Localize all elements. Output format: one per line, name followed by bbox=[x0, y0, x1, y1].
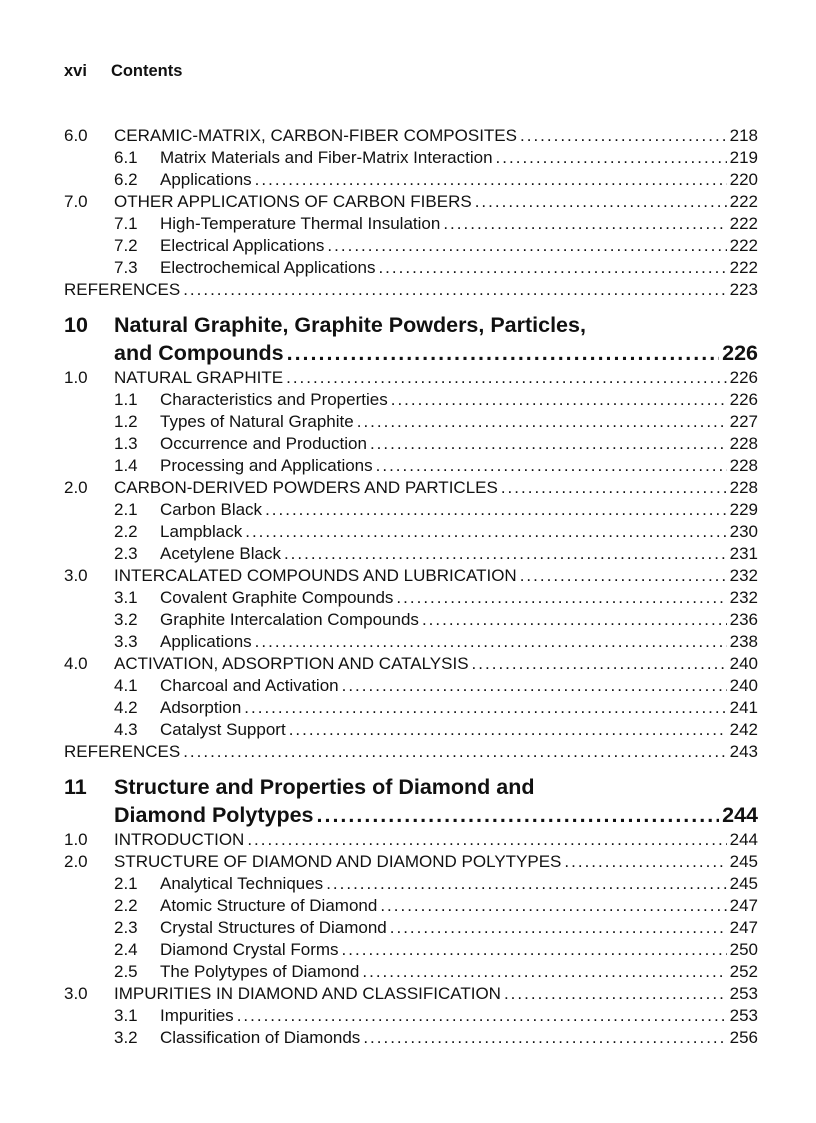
chapter-page-ref: 226 bbox=[722, 341, 758, 365]
chapter-title-cont: Diamond Polytypes bbox=[114, 803, 314, 827]
section-title: Classification of Diamonds bbox=[160, 1028, 361, 1047]
page-ref: 226 bbox=[729, 368, 758, 387]
section-title: Analytical Techniques bbox=[160, 874, 324, 893]
toc-entry[interactable] bbox=[64, 191, 758, 213]
toc-entry[interactable] bbox=[64, 653, 758, 675]
dot-leader bbox=[357, 411, 727, 433]
toc-entry[interactable] bbox=[64, 543, 758, 565]
page-ref: 240 bbox=[729, 654, 758, 673]
chapter-title: Natural Graphite, Graphite Powders, Particles, bbox=[114, 313, 586, 337]
chapter-heading-cont[interactable] bbox=[64, 801, 758, 829]
page-ref: 247 bbox=[729, 896, 758, 915]
section-number: 1.1 bbox=[114, 390, 138, 409]
dot-leader bbox=[255, 631, 727, 653]
section-title: Graphite Intercalation Compounds bbox=[160, 610, 419, 629]
section-number: 1.3 bbox=[114, 434, 138, 453]
page-ref: 244 bbox=[729, 830, 758, 849]
page-ref: 218 bbox=[729, 126, 758, 145]
toc-entry[interactable] bbox=[64, 983, 758, 1005]
dot-leader bbox=[265, 499, 727, 521]
page-ref: 228 bbox=[729, 434, 758, 453]
section-number: 2.2 bbox=[114, 896, 138, 915]
table-of-contents bbox=[64, 125, 758, 1049]
section-title: CARBON-DERIVED POWDERS AND PARTICLES bbox=[114, 478, 498, 497]
section-number: 1.0 bbox=[64, 368, 88, 387]
toc-entry[interactable] bbox=[64, 235, 758, 257]
dot-leader bbox=[245, 521, 726, 543]
page-ref: 228 bbox=[729, 478, 758, 497]
page-ref: 223 bbox=[729, 280, 758, 299]
toc-entry[interactable] bbox=[64, 169, 758, 191]
dot-leader bbox=[422, 609, 727, 631]
section-title: IMPURITIES IN DIAMOND AND CLASSIFICATION bbox=[114, 984, 501, 1003]
section-title: Occurrence and Production bbox=[160, 434, 367, 453]
page-ref: 228 bbox=[729, 456, 758, 475]
section-title: Atomic Structure of Diamond bbox=[160, 896, 378, 915]
section-number: 2.1 bbox=[114, 874, 138, 893]
dot-leader bbox=[501, 477, 727, 499]
section-number: 7.1 bbox=[114, 214, 138, 233]
running-header bbox=[64, 62, 182, 81]
dot-leader bbox=[342, 675, 727, 697]
section-number: 3.1 bbox=[114, 588, 138, 607]
section-number: 1.4 bbox=[114, 456, 138, 475]
section-title: Carbon Black bbox=[160, 500, 263, 519]
toc-entry[interactable] bbox=[64, 477, 758, 499]
dot-leader bbox=[520, 125, 727, 147]
dot-leader bbox=[284, 543, 727, 565]
chapter-heading[interactable] bbox=[64, 311, 758, 339]
dot-leader bbox=[391, 389, 727, 411]
chapter-heading-cont[interactable] bbox=[64, 339, 758, 367]
section-title: High-Temperature Thermal Insulation bbox=[160, 214, 441, 233]
dot-leader bbox=[363, 1027, 726, 1049]
dot-leader bbox=[390, 917, 727, 939]
section-title: ACTIVATION, ADSORPTION AND CATALYSIS bbox=[114, 654, 469, 673]
section-number: 4.0 bbox=[64, 654, 88, 673]
dot-leader bbox=[378, 257, 726, 279]
page-ref: 230 bbox=[729, 522, 758, 541]
toc-entry[interactable] bbox=[64, 851, 758, 873]
chapter-heading[interactable] bbox=[64, 773, 758, 801]
toc-entry[interactable] bbox=[64, 675, 758, 697]
section-title: REFERENCES bbox=[64, 280, 181, 299]
section-title: Crystal Structures of Diamond bbox=[160, 918, 387, 937]
dot-leader bbox=[247, 829, 726, 851]
dot-leader bbox=[472, 653, 727, 675]
section-number: 2.0 bbox=[64, 852, 88, 871]
toc-entry[interactable] bbox=[64, 829, 758, 851]
section-title: The Polytypes of Diamond bbox=[160, 962, 360, 981]
toc-entry[interactable] bbox=[64, 565, 758, 587]
dot-leader bbox=[475, 191, 727, 213]
section-number: 7.2 bbox=[114, 236, 138, 255]
dot-leader bbox=[342, 939, 727, 961]
page-ref: 245 bbox=[729, 874, 758, 893]
page-ref: 242 bbox=[729, 720, 758, 739]
toc-entry[interactable] bbox=[64, 631, 758, 653]
section-title: Diamond Crystal Forms bbox=[160, 940, 339, 959]
page-ref: 247 bbox=[729, 918, 758, 937]
section-number: 7.3 bbox=[114, 258, 138, 277]
page-ref: 222 bbox=[729, 214, 758, 233]
toc-entry[interactable] bbox=[64, 147, 758, 169]
section-number: 3.0 bbox=[64, 566, 88, 585]
chapter-title-cont: and Compounds bbox=[114, 341, 284, 365]
page-ref: 256 bbox=[729, 1028, 758, 1047]
page-ref: 241 bbox=[729, 698, 758, 717]
page-ref: 253 bbox=[729, 984, 758, 1003]
section-number: 6.2 bbox=[114, 170, 138, 189]
dot-leader bbox=[286, 367, 727, 389]
dot-leader bbox=[326, 873, 726, 895]
section-title: Lampblack bbox=[160, 522, 243, 541]
page-ref: 229 bbox=[729, 500, 758, 519]
toc-entry[interactable] bbox=[64, 609, 758, 631]
page-ref: 222 bbox=[729, 236, 758, 255]
dot-leader bbox=[244, 697, 726, 719]
toc-entry[interactable] bbox=[64, 125, 758, 147]
page-ref: 232 bbox=[729, 566, 758, 585]
page-ref: 245 bbox=[729, 852, 758, 871]
page-ref: 227 bbox=[729, 412, 758, 431]
section-number: 3.0 bbox=[64, 984, 88, 1003]
dot-leader bbox=[496, 147, 727, 169]
dot-leader bbox=[237, 1005, 727, 1027]
section-number: 4.1 bbox=[114, 676, 138, 695]
section-title: Impurities bbox=[160, 1006, 234, 1025]
dot-leader bbox=[520, 565, 727, 587]
section-title: INTERCALATED COMPOUNDS AND LUBRICATION bbox=[114, 566, 517, 585]
toc-entry[interactable] bbox=[64, 741, 758, 763]
page-ref: 252 bbox=[729, 962, 758, 981]
toc-entry[interactable] bbox=[64, 411, 758, 433]
section-number: 3.2 bbox=[114, 610, 138, 629]
running-title: Contents bbox=[110, 62, 183, 80]
chapter-number: 11 bbox=[64, 775, 87, 799]
dot-leader bbox=[396, 587, 726, 609]
toc-entry[interactable] bbox=[64, 873, 758, 895]
page-ref: 240 bbox=[729, 676, 758, 695]
dot-leader bbox=[289, 719, 727, 741]
toc-entry[interactable] bbox=[64, 521, 758, 543]
dot-leader bbox=[317, 801, 720, 829]
page-ref: 220 bbox=[729, 170, 758, 189]
toc-entry[interactable] bbox=[64, 213, 758, 235]
section-title: REFERENCES bbox=[64, 742, 181, 761]
page-ref: 250 bbox=[729, 940, 758, 959]
toc-entry[interactable] bbox=[64, 257, 758, 279]
page-ref: 238 bbox=[729, 632, 758, 651]
page-number: xvi bbox=[64, 62, 87, 80]
section-title: Catalyst Support bbox=[160, 720, 286, 739]
section-title: Electrical Applications bbox=[160, 236, 325, 255]
toc-entry[interactable] bbox=[64, 433, 758, 455]
page-ref: 243 bbox=[729, 742, 758, 761]
dot-leader bbox=[370, 433, 727, 455]
section-number: 2.3 bbox=[114, 918, 138, 937]
section-title: Adsorption bbox=[160, 698, 242, 717]
toc-entry[interactable] bbox=[64, 499, 758, 521]
section-number: 3.1 bbox=[114, 1006, 138, 1025]
section-number: 6.1 bbox=[114, 148, 138, 167]
toc-entry[interactable] bbox=[64, 367, 758, 389]
section-number: 4.3 bbox=[114, 720, 138, 739]
toc-entry[interactable] bbox=[64, 697, 758, 719]
toc-entry[interactable] bbox=[64, 389, 758, 411]
page-ref: 226 bbox=[729, 390, 758, 409]
page-ref: 219 bbox=[729, 148, 758, 167]
section-title: Charcoal and Activation bbox=[160, 676, 339, 695]
section-title: Covalent Graphite Compounds bbox=[160, 588, 394, 607]
page-ref: 231 bbox=[729, 544, 758, 563]
section-number: 4.2 bbox=[114, 698, 138, 717]
section-number: 2.2 bbox=[114, 522, 138, 541]
section-title: Characteristics and Properties bbox=[160, 390, 388, 409]
section-title: Acetylene Black bbox=[160, 544, 281, 563]
section-number: 2.3 bbox=[114, 544, 138, 563]
dot-leader bbox=[376, 455, 727, 477]
chapter-block bbox=[64, 773, 758, 1049]
section-number: 3.3 bbox=[114, 632, 138, 651]
chapter-title: Structure and Properties of Diamond and bbox=[114, 775, 535, 799]
toc-entry[interactable] bbox=[64, 939, 758, 961]
chapter-page-ref: 244 bbox=[722, 803, 758, 827]
page-ref: 236 bbox=[729, 610, 758, 629]
section-number: 2.5 bbox=[114, 962, 138, 981]
section-number: 2.4 bbox=[114, 940, 138, 959]
dot-leader bbox=[362, 961, 726, 983]
dot-leader bbox=[443, 213, 726, 235]
section-title: NATURAL GRAPHITE bbox=[114, 368, 284, 387]
section-number: 3.2 bbox=[114, 1028, 138, 1047]
section-number: 6.0 bbox=[64, 126, 88, 145]
toc-entry[interactable] bbox=[64, 587, 758, 609]
section-title: Electrochemical Applications bbox=[160, 258, 376, 277]
page-ref: 222 bbox=[729, 192, 758, 211]
section-number: 1.0 bbox=[64, 830, 88, 849]
section-number: 2.0 bbox=[64, 478, 88, 497]
section-title: Processing and Applications bbox=[160, 456, 373, 475]
dot-leader bbox=[183, 741, 726, 763]
section-number: 2.1 bbox=[114, 500, 138, 519]
dot-leader bbox=[287, 339, 720, 367]
page-ref: 232 bbox=[729, 588, 758, 607]
chapter-block bbox=[64, 311, 758, 763]
toc-entry[interactable] bbox=[64, 455, 758, 477]
page-ref: 253 bbox=[729, 1006, 758, 1025]
section-title: OTHER APPLICATIONS OF CARBON FIBERS bbox=[114, 192, 472, 211]
toc-entry[interactable] bbox=[64, 279, 758, 301]
dot-leader bbox=[255, 169, 727, 191]
toc-entry[interactable] bbox=[64, 1005, 758, 1027]
dot-leader bbox=[564, 851, 726, 873]
toc-entry[interactable] bbox=[64, 895, 758, 917]
page-ref: 222 bbox=[729, 258, 758, 277]
section-title: Types of Natural Graphite bbox=[160, 412, 354, 431]
toc-entry[interactable] bbox=[64, 719, 758, 741]
toc-entry[interactable] bbox=[64, 961, 758, 983]
toc-entry[interactable] bbox=[64, 1027, 758, 1049]
chapter-number: 10 bbox=[64, 313, 88, 337]
section-title: STRUCTURE OF DIAMOND AND DIAMOND POLYTYPES bbox=[114, 852, 562, 871]
section-number: 7.0 bbox=[64, 192, 88, 211]
section-title: CERAMIC-MATRIX, CARBON-FIBER COMPOSITES bbox=[114, 126, 517, 145]
section-number: 1.2 bbox=[114, 412, 138, 431]
section-title: INTRODUCTION bbox=[114, 830, 245, 849]
toc-entry[interactable] bbox=[64, 917, 758, 939]
section-title: Applications bbox=[160, 170, 252, 189]
section-title: Applications bbox=[160, 632, 252, 651]
dot-leader bbox=[183, 279, 726, 301]
section-title: Matrix Materials and Fiber-Matrix Interaction bbox=[160, 148, 493, 167]
dot-leader bbox=[380, 895, 726, 917]
dot-leader bbox=[504, 983, 727, 1005]
dot-leader bbox=[327, 235, 726, 257]
